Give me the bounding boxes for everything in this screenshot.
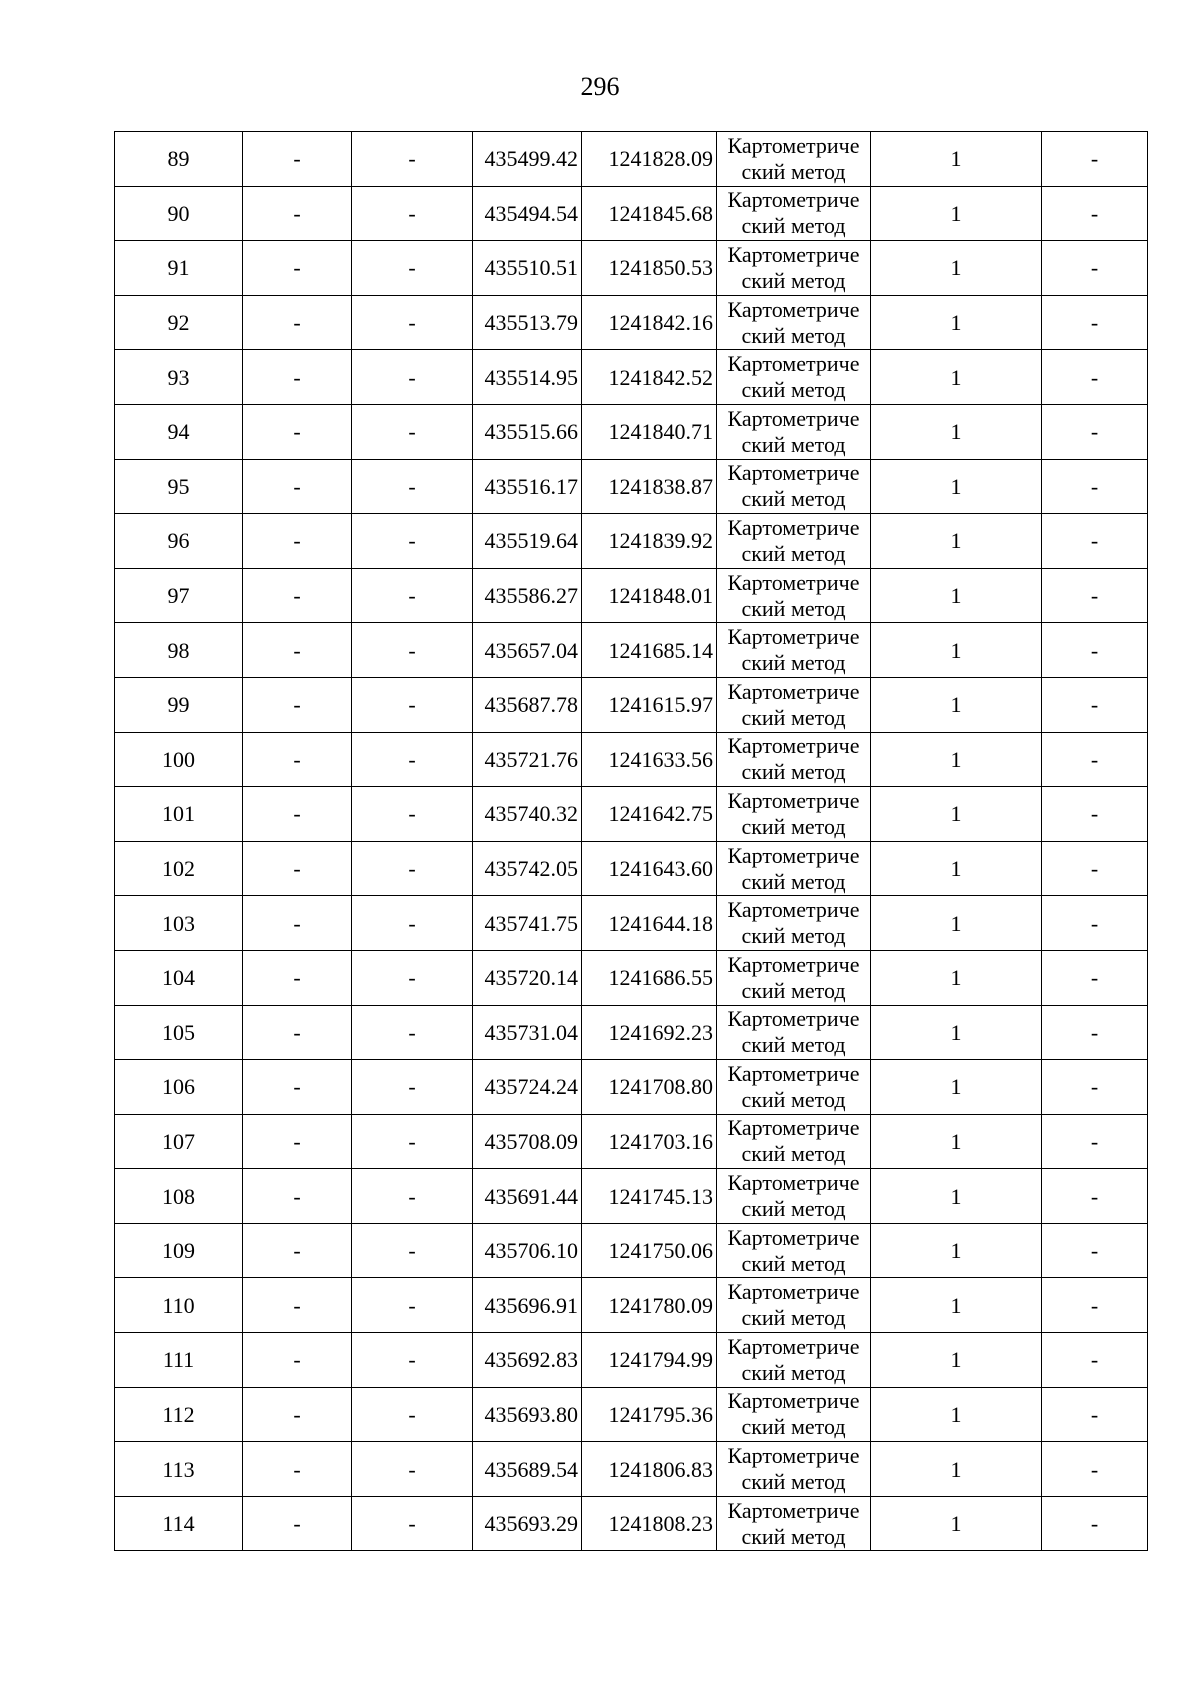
empty-column-2-cell: -	[352, 950, 473, 1005]
description-cell: -	[1042, 732, 1148, 787]
method-line-1: Картометриче	[727, 1224, 860, 1250]
method-line-2: ский метод	[741, 1086, 846, 1112]
y-coordinate-cell: 1241845.68	[582, 186, 717, 241]
empty-column-2-cell: -	[352, 677, 473, 732]
table-row	[115, 841, 1148, 896]
description-cell: -	[1042, 514, 1148, 569]
empty-column-1-cell: -	[243, 1169, 352, 1224]
method-cell	[717, 241, 871, 296]
x-coordinate-cell: 435696.91	[473, 1278, 582, 1333]
accuracy-cell: 1	[871, 1387, 1042, 1442]
empty-column-2-cell: -	[352, 1442, 473, 1497]
empty-column-2-cell: -	[352, 896, 473, 951]
point-number-cell: 98	[115, 623, 243, 678]
accuracy-cell: 1	[871, 950, 1042, 1005]
x-coordinate-cell: 435693.80	[473, 1387, 582, 1442]
description-cell: -	[1042, 1169, 1148, 1224]
method-line-1: Картометриче	[727, 1497, 860, 1523]
method-line-2: ский метод	[741, 267, 846, 293]
y-coordinate-cell: 1241685.14	[582, 623, 717, 678]
point-number-cell: 91	[115, 241, 243, 296]
description-cell: -	[1042, 404, 1148, 459]
description-cell: -	[1042, 1223, 1148, 1278]
method-cell	[717, 514, 871, 569]
method-line-1: Картометриче	[727, 514, 860, 540]
empty-column-1-cell: -	[243, 1223, 352, 1278]
empty-column-1-cell: -	[243, 132, 352, 187]
empty-column-2-cell: -	[352, 623, 473, 678]
table-row	[115, 350, 1148, 405]
table-row	[115, 1333, 1148, 1388]
table-row	[115, 1496, 1148, 1551]
method-line-1: Картометриче	[727, 951, 860, 977]
empty-column-1-cell: -	[243, 404, 352, 459]
method-line-1: Картометриче	[727, 842, 860, 868]
method-line-1: Картометриче	[727, 1170, 860, 1196]
method-line-1: Картометриче	[727, 405, 860, 431]
method-line-2: ский метод	[741, 759, 846, 785]
y-coordinate-cell: 1241840.71	[582, 404, 717, 459]
description-cell: -	[1042, 295, 1148, 350]
description-cell: -	[1042, 1442, 1148, 1497]
table-row	[115, 787, 1148, 842]
method-cell	[717, 732, 871, 787]
y-coordinate-cell: 1241795.36	[582, 1387, 717, 1442]
method-cell	[717, 1442, 871, 1497]
description-cell: -	[1042, 1278, 1148, 1333]
accuracy-cell: 1	[871, 568, 1042, 623]
empty-column-1-cell: -	[243, 514, 352, 569]
accuracy-cell: 1	[871, 787, 1042, 842]
method-line-2: ский метод	[741, 1196, 846, 1222]
method-line-1: Картометриче	[727, 1279, 860, 1305]
description-cell: -	[1042, 1005, 1148, 1060]
description-cell: -	[1042, 459, 1148, 514]
y-coordinate-cell: 1241838.87	[582, 459, 717, 514]
empty-column-1-cell: -	[243, 1060, 352, 1115]
accuracy-cell: 1	[871, 404, 1042, 459]
y-coordinate-cell: 1241842.16	[582, 295, 717, 350]
table-row	[115, 1005, 1148, 1060]
x-coordinate-cell: 435515.66	[473, 404, 582, 459]
method-line-2: ский метод	[741, 868, 846, 894]
x-coordinate-cell: 435724.24	[473, 1060, 582, 1115]
empty-column-1-cell: -	[243, 732, 352, 787]
x-coordinate-cell: 435731.04	[473, 1005, 582, 1060]
empty-column-2-cell: -	[352, 1387, 473, 1442]
accuracy-cell: 1	[871, 732, 1042, 787]
table-row	[115, 1114, 1148, 1169]
method-line-1: Картометриче	[727, 1388, 860, 1414]
method-line-2: ский метод	[741, 1305, 846, 1331]
table-row	[115, 1169, 1148, 1224]
table-row	[115, 1278, 1148, 1333]
method-line-2: ский метод	[741, 322, 846, 348]
method-line-1: Картометриче	[727, 1060, 860, 1086]
method-line-2: ский метод	[741, 923, 846, 949]
point-number-cell: 99	[115, 677, 243, 732]
empty-column-2-cell: -	[352, 350, 473, 405]
empty-column-2-cell: -	[352, 459, 473, 514]
point-number-cell: 101	[115, 787, 243, 842]
accuracy-cell: 1	[871, 1169, 1042, 1224]
y-coordinate-cell: 1241808.23	[582, 1496, 717, 1551]
empty-column-1-cell: -	[243, 1333, 352, 1388]
point-number-cell: 110	[115, 1278, 243, 1333]
empty-column-2-cell: -	[352, 1278, 473, 1333]
empty-column-2-cell: -	[352, 1333, 473, 1388]
table-row	[115, 186, 1148, 241]
empty-column-2-cell: -	[352, 568, 473, 623]
method-cell	[717, 295, 871, 350]
method-cell	[717, 186, 871, 241]
point-number-cell: 113	[115, 1442, 243, 1497]
description-cell: -	[1042, 1114, 1148, 1169]
method-line-2: ский метод	[741, 1469, 846, 1495]
accuracy-cell: 1	[871, 241, 1042, 296]
accuracy-cell: 1	[871, 1223, 1042, 1278]
empty-column-2-cell: -	[352, 295, 473, 350]
method-cell	[717, 1060, 871, 1115]
table-row	[115, 241, 1148, 296]
accuracy-cell: 1	[871, 514, 1042, 569]
table-row	[115, 623, 1148, 678]
table-body	[115, 132, 1148, 1551]
accuracy-cell: 1	[871, 896, 1042, 951]
y-coordinate-cell: 1241703.16	[582, 1114, 717, 1169]
empty-column-2-cell: -	[352, 186, 473, 241]
method-line-2: ский метод	[741, 486, 846, 512]
y-coordinate-cell: 1241615.97	[582, 677, 717, 732]
method-line-2: ский метод	[741, 650, 846, 676]
table-row	[115, 132, 1148, 187]
description-cell: -	[1042, 677, 1148, 732]
description-cell: -	[1042, 841, 1148, 896]
accuracy-cell: 1	[871, 841, 1042, 896]
accuracy-cell: 1	[871, 1060, 1042, 1115]
x-coordinate-cell: 435510.51	[473, 241, 582, 296]
accuracy-cell: 1	[871, 677, 1042, 732]
method-cell	[717, 1278, 871, 1333]
empty-column-2-cell: -	[352, 1060, 473, 1115]
method-line-2: ский метод	[741, 1250, 846, 1276]
empty-column-1-cell: -	[243, 896, 352, 951]
point-number-cell: 92	[115, 295, 243, 350]
empty-column-1-cell: -	[243, 841, 352, 896]
method-line-1: Картометриче	[727, 678, 860, 704]
x-coordinate-cell: 435742.05	[473, 841, 582, 896]
method-line-2: ский метод	[741, 540, 846, 566]
empty-column-1-cell: -	[243, 1114, 352, 1169]
empty-column-2-cell: -	[352, 787, 473, 842]
method-cell	[717, 132, 871, 187]
point-number-cell: 95	[115, 459, 243, 514]
empty-column-1-cell: -	[243, 677, 352, 732]
x-coordinate-cell: 435499.42	[473, 132, 582, 187]
method-line-1: Картометриче	[727, 569, 860, 595]
empty-column-1-cell: -	[243, 1496, 352, 1551]
accuracy-cell: 1	[871, 186, 1042, 241]
method-cell	[717, 1333, 871, 1388]
empty-column-2-cell: -	[352, 132, 473, 187]
method-line-1: Картометриче	[727, 787, 860, 813]
empty-column-2-cell: -	[352, 1169, 473, 1224]
empty-column-1-cell: -	[243, 1005, 352, 1060]
method-line-1: Картометриче	[727, 624, 860, 650]
x-coordinate-cell: 435740.32	[473, 787, 582, 842]
point-number-cell: 105	[115, 1005, 243, 1060]
method-line-2: ский метод	[741, 158, 846, 184]
empty-column-1-cell: -	[243, 295, 352, 350]
method-cell	[717, 787, 871, 842]
empty-column-1-cell: -	[243, 241, 352, 296]
method-line-2: ский метод	[741, 213, 846, 239]
empty-column-1-cell: -	[243, 1278, 352, 1333]
x-coordinate-cell: 435741.75	[473, 896, 582, 951]
empty-column-2-cell: -	[352, 404, 473, 459]
accuracy-cell: 1	[871, 1442, 1042, 1497]
x-coordinate-cell: 435657.04	[473, 623, 582, 678]
x-coordinate-cell: 435516.17	[473, 459, 582, 514]
x-coordinate-cell: 435706.10	[473, 1223, 582, 1278]
point-number-cell: 93	[115, 350, 243, 405]
empty-column-2-cell: -	[352, 1114, 473, 1169]
description-cell: -	[1042, 241, 1148, 296]
empty-column-2-cell: -	[352, 1223, 473, 1278]
point-number-cell: 104	[115, 950, 243, 1005]
point-number-cell: 111	[115, 1333, 243, 1388]
method-line-1: Картометриче	[727, 1006, 860, 1032]
empty-column-2-cell: -	[352, 732, 473, 787]
method-line-2: ский метод	[741, 595, 846, 621]
method-cell	[717, 404, 871, 459]
method-line-1: Картометриче	[727, 296, 860, 322]
method-line-1: Картометриче	[727, 1333, 860, 1359]
y-coordinate-cell: 1241839.92	[582, 514, 717, 569]
table-row	[115, 950, 1148, 1005]
method-line-1: Картометриче	[727, 1115, 860, 1141]
x-coordinate-cell: 435514.95	[473, 350, 582, 405]
table-row	[115, 1223, 1148, 1278]
method-line-2: ский метод	[741, 813, 846, 839]
x-coordinate-cell: 435519.64	[473, 514, 582, 569]
method-cell	[717, 1387, 871, 1442]
y-coordinate-cell: 1241806.83	[582, 1442, 717, 1497]
y-coordinate-cell: 1241848.01	[582, 568, 717, 623]
description-cell: -	[1042, 1060, 1148, 1115]
point-number-cell: 114	[115, 1496, 243, 1551]
point-number-cell: 90	[115, 186, 243, 241]
description-cell: -	[1042, 950, 1148, 1005]
table-row	[115, 514, 1148, 569]
method-line-2: ский метод	[741, 704, 846, 730]
method-cell	[717, 623, 871, 678]
x-coordinate-cell: 435687.78	[473, 677, 582, 732]
method-line-2: ский метод	[741, 431, 846, 457]
empty-column-1-cell: -	[243, 1387, 352, 1442]
method-line-2: ский метод	[741, 377, 846, 403]
page-number: 296	[580, 72, 620, 101]
method-cell	[717, 1223, 871, 1278]
empty-column-1-cell: -	[243, 459, 352, 514]
y-coordinate-cell: 1241828.09	[582, 132, 717, 187]
point-number-cell: 89	[115, 132, 243, 187]
accuracy-cell: 1	[871, 459, 1042, 514]
table-row	[115, 404, 1148, 459]
empty-column-1-cell: -	[243, 1442, 352, 1497]
method-cell	[717, 1114, 871, 1169]
y-coordinate-cell: 1241686.55	[582, 950, 717, 1005]
table-row	[115, 568, 1148, 623]
method-line-2: ский метод	[741, 1414, 846, 1440]
accuracy-cell: 1	[871, 1496, 1042, 1551]
method-line-1: Картометриче	[727, 460, 860, 486]
method-line-2: ский метод	[741, 1359, 846, 1385]
point-number-cell: 94	[115, 404, 243, 459]
method-cell	[717, 896, 871, 951]
method-cell	[717, 1496, 871, 1551]
y-coordinate-cell: 1241842.52	[582, 350, 717, 405]
description-cell: -	[1042, 1333, 1148, 1388]
method-line-2: ский метод	[741, 1141, 846, 1167]
description-cell: -	[1042, 1387, 1148, 1442]
method-cell	[717, 950, 871, 1005]
table-row	[115, 732, 1148, 787]
point-number-cell: 97	[115, 568, 243, 623]
method-cell	[717, 1169, 871, 1224]
method-line-1: Картометриче	[727, 733, 860, 759]
point-number-cell: 100	[115, 732, 243, 787]
point-number-cell: 109	[115, 1223, 243, 1278]
empty-column-1-cell: -	[243, 787, 352, 842]
point-number-cell: 96	[115, 514, 243, 569]
empty-column-2-cell: -	[352, 1496, 473, 1551]
x-coordinate-cell: 435693.29	[473, 1496, 582, 1551]
point-number-cell: 102	[115, 841, 243, 896]
accuracy-cell: 1	[871, 623, 1042, 678]
description-cell: -	[1042, 568, 1148, 623]
description-cell: -	[1042, 1496, 1148, 1551]
method-line-1: Картометриче	[727, 1443, 860, 1469]
method-line-1: Картометриче	[727, 351, 860, 377]
point-number-cell: 108	[115, 1169, 243, 1224]
accuracy-cell: 1	[871, 1333, 1042, 1388]
description-cell: -	[1042, 787, 1148, 842]
y-coordinate-cell: 1241708.80	[582, 1060, 717, 1115]
method-line-2: ский метод	[741, 977, 846, 1003]
y-coordinate-cell: 1241750.06	[582, 1223, 717, 1278]
point-number-cell: 112	[115, 1387, 243, 1442]
table-row	[115, 896, 1148, 951]
empty-column-1-cell: -	[243, 950, 352, 1005]
empty-column-1-cell: -	[243, 350, 352, 405]
x-coordinate-cell: 435586.27	[473, 568, 582, 623]
method-cell	[717, 1005, 871, 1060]
accuracy-cell: 1	[871, 1005, 1042, 1060]
y-coordinate-cell: 1241850.53	[582, 241, 717, 296]
method-cell	[717, 677, 871, 732]
table-row	[115, 1387, 1148, 1442]
method-line-2: ский метод	[741, 1523, 846, 1549]
method-line-1: Картометриче	[727, 132, 860, 158]
coordinates-table	[114, 131, 1148, 1551]
description-cell: -	[1042, 186, 1148, 241]
accuracy-cell: 1	[871, 1114, 1042, 1169]
x-coordinate-cell: 435708.09	[473, 1114, 582, 1169]
x-coordinate-cell: 435513.79	[473, 295, 582, 350]
y-coordinate-cell: 1241644.18	[582, 896, 717, 951]
table-row	[115, 459, 1148, 514]
table-row	[115, 1442, 1148, 1497]
y-coordinate-cell: 1241745.13	[582, 1169, 717, 1224]
empty-column-2-cell: -	[352, 514, 473, 569]
x-coordinate-cell: 435691.44	[473, 1169, 582, 1224]
table-row	[115, 1060, 1148, 1115]
y-coordinate-cell: 1241643.60	[582, 841, 717, 896]
x-coordinate-cell: 435494.54	[473, 186, 582, 241]
method-line-2: ский метод	[741, 1032, 846, 1058]
y-coordinate-cell: 1241692.23	[582, 1005, 717, 1060]
y-coordinate-cell: 1241633.56	[582, 732, 717, 787]
method-cell	[717, 841, 871, 896]
method-line-1: Картометриче	[727, 241, 860, 267]
method-cell	[717, 350, 871, 405]
point-number-cell: 106	[115, 1060, 243, 1115]
method-line-1: Картометриче	[727, 187, 860, 213]
empty-column-1-cell: -	[243, 623, 352, 678]
empty-column-1-cell: -	[243, 568, 352, 623]
x-coordinate-cell: 435721.76	[473, 732, 582, 787]
table-row	[115, 677, 1148, 732]
point-number-cell: 107	[115, 1114, 243, 1169]
x-coordinate-cell: 435720.14	[473, 950, 582, 1005]
description-cell: -	[1042, 350, 1148, 405]
description-cell: -	[1042, 896, 1148, 951]
description-cell: -	[1042, 132, 1148, 187]
method-line-1: Картометриче	[727, 897, 860, 923]
table-row	[115, 295, 1148, 350]
y-coordinate-cell: 1241780.09	[582, 1278, 717, 1333]
point-number-cell: 103	[115, 896, 243, 951]
y-coordinate-cell: 1241794.99	[582, 1333, 717, 1388]
x-coordinate-cell: 435689.54	[473, 1442, 582, 1497]
empty-column-2-cell: -	[352, 1005, 473, 1060]
y-coordinate-cell: 1241642.75	[582, 787, 717, 842]
accuracy-cell: 1	[871, 1278, 1042, 1333]
empty-column-2-cell: -	[352, 841, 473, 896]
empty-column-1-cell: -	[243, 186, 352, 241]
empty-column-2-cell: -	[352, 241, 473, 296]
accuracy-cell: 1	[871, 295, 1042, 350]
method-cell	[717, 459, 871, 514]
description-cell: -	[1042, 623, 1148, 678]
x-coordinate-cell: 435692.83	[473, 1333, 582, 1388]
accuracy-cell: 1	[871, 132, 1042, 187]
accuracy-cell: 1	[871, 350, 1042, 405]
method-cell	[717, 568, 871, 623]
